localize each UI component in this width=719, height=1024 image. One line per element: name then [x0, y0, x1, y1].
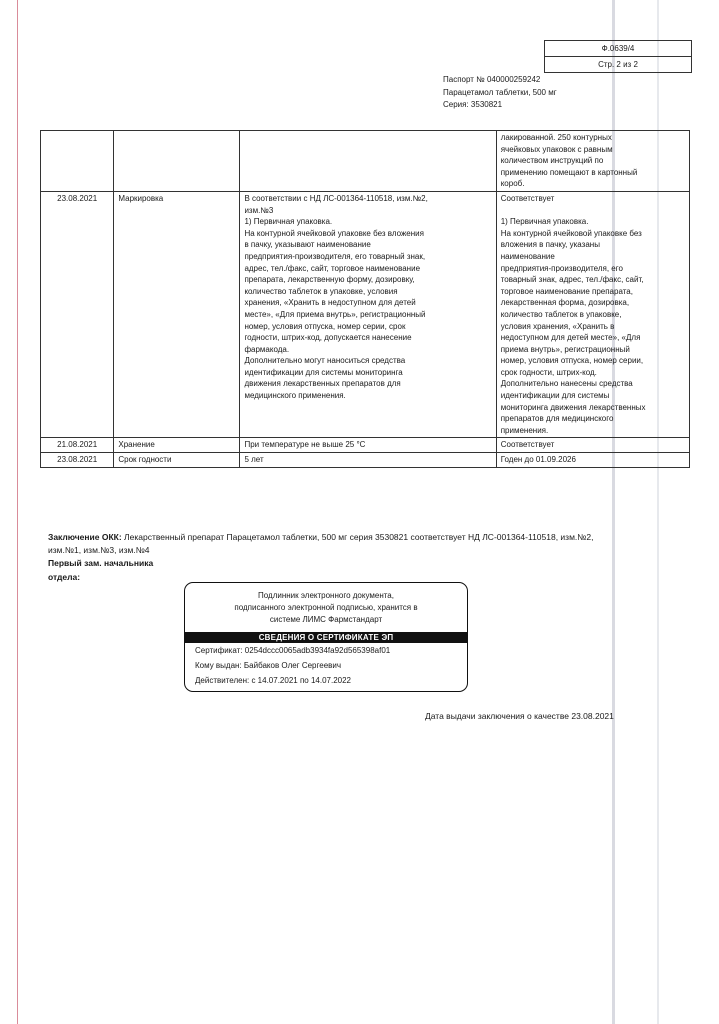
result-line [501, 205, 685, 217]
requirement-line: Дополнительно могут наноситься средства [244, 356, 406, 366]
result-line: торговое наименование препарата, [500, 286, 633, 296]
result-line: количество таблеток в упаковке, [500, 309, 622, 319]
cell-date: 23.08.2021 [41, 453, 114, 468]
conclusion-text: Лекарственный препарат Парацетамол таблетки, 500 мг серия 3530821 соответствует НД ЛС-001364-110518, изм.№2, изм.№1, изм.№3, изм.№4 [48, 532, 594, 555]
requirement-line: медицинского применения. [244, 391, 346, 401]
passport-number: Паспорт № 040000259242 [443, 75, 541, 84]
form-code-box [544, 40, 692, 73]
cell-test-name: Срок годности [114, 453, 240, 468]
passport-info [443, 74, 557, 112]
result-line: приема внутрь», регистрационный [500, 344, 630, 354]
requirement-line: 5 лет [244, 455, 264, 465]
requirement-line: фармакода. [244, 344, 290, 354]
result-line: препаратов для медицинского [500, 414, 614, 424]
cell-requirement [240, 453, 496, 468]
table-row [41, 438, 690, 453]
electronic-signature-stamp [184, 582, 468, 692]
cell-test-name: Хранение [114, 438, 240, 453]
result-line: Соответствует [500, 440, 555, 450]
requirement-line: препарата, лекарственную форму, дозировку, [244, 275, 415, 285]
result-line: идентификации для системы [500, 391, 610, 401]
result-line: вложения в пачку, указаны [500, 240, 600, 250]
requirement-line: адрес, тел./факс, сайт, торговое наименование [244, 263, 421, 273]
result-line: ячейковых упаковок с равным [500, 144, 613, 154]
requirement-line: предприятия-производителя, его товарный знак, [244, 251, 426, 261]
result-line: срок годности, штрих-код. [500, 367, 597, 377]
quality-table [40, 130, 690, 468]
result-line: условия хранения, «Хранить в [500, 321, 615, 331]
stamp-line: подписанного электронной подписью, хранится в [234, 603, 418, 612]
cell-result [496, 131, 689, 192]
stamp-text [185, 590, 467, 626]
requirement-line: изм.№3 [244, 205, 274, 215]
scan-edge-line [17, 0, 18, 1024]
result-line: мониторинга движения лекарственных [500, 402, 646, 412]
requirement-line: хранения, «Хранить в недоступном для детей [244, 298, 416, 308]
signer-title [48, 557, 153, 584]
result-line: Соответствует [500, 193, 555, 203]
requirement-line: На контурной ячейковой упаковке без вложения [244, 228, 424, 238]
cell-result [496, 191, 689, 437]
form-code: Ф.0639/4 [601, 44, 635, 53]
signer-line: отдела: [48, 571, 81, 582]
result-line: товарный знак, адрес, тел./факс, сайт, [500, 275, 644, 285]
cell-requirement [240, 191, 496, 437]
certificate-owner: Кому выдан: Байбаков Олег Сергеевич [195, 661, 342, 670]
requirement-line: номер, условия отпуска, номер серии, срок [244, 321, 406, 331]
stamp-line: Подлинник электронного документа, [258, 591, 394, 600]
result-line: лекарственная форма, дозировка, [500, 298, 630, 308]
conclusion-label: Заключение ОКК: [48, 532, 122, 542]
requirement-line: При температуре не выше 25 °С [244, 440, 366, 450]
certificate-validity: Действителен: с 14.07.2021 по 14.07.2022 [195, 676, 351, 685]
result-line: короб. [500, 179, 525, 189]
cell-date [41, 131, 114, 192]
requirement-line: идентификации для системы мониторинга [244, 367, 403, 377]
series-number: Серия: 3530821 [443, 100, 503, 109]
signer-line: Первый зам. начальника [48, 558, 154, 568]
requirement-line: в пачку, указывают наименование [244, 240, 371, 250]
cell-result [496, 453, 689, 468]
requirement-line: В соответствии с НД ЛС-001364-110518, изм.№2, [244, 193, 428, 203]
result-line: количеством инструкций по [500, 156, 604, 166]
result-line: предприятия-производителя, его [500, 263, 623, 273]
result-line: лакированной. 250 контурных [500, 133, 612, 142]
result-line: Годен до 01.09.2026 [500, 455, 576, 465]
certificate-header: СВЕДЕНИЯ О СЕРТИФИКАТЕ ЭП [185, 632, 467, 643]
cell-result [496, 438, 689, 453]
requirement-line: движения лекарственных препаратов для [244, 379, 401, 389]
result-line: Дополнительно нанесены средства [500, 379, 633, 389]
cell-requirement [240, 438, 496, 453]
requirement-line: годности, штрих-код, допускается нанесение [244, 333, 412, 343]
cell-test-name [114, 131, 240, 192]
qc-conclusion [48, 531, 608, 557]
stamp-line: системе ЛИМС Фармстандарт [269, 615, 383, 624]
certificate-id: Сертификат: 0254dccc0065adb3934fa92d565398af01 [195, 646, 391, 655]
result-line: наименование [500, 251, 555, 261]
table-row [41, 453, 690, 468]
issue-date: Дата выдачи заключения о качестве 23.08.2021 [425, 711, 614, 721]
result-line: применению помещают в картонный [500, 167, 638, 177]
cell-date: 21.08.2021 [41, 438, 114, 453]
result-line: недоступном для детей месте», «Для [500, 333, 641, 343]
product-name: Парацетамол таблетки, 500 мг [443, 87, 557, 97]
cell-requirement [240, 131, 496, 192]
result-line: применения. [500, 425, 549, 435]
result-line: номер, условия отпуска, номер серии, [500, 356, 644, 366]
result-line: 1) Первичная упаковка. [500, 217, 589, 227]
table-row [41, 131, 690, 192]
cell-date: 23.08.2021 [41, 191, 114, 437]
page-number: Стр. 2 из 2 [545, 56, 691, 72]
requirement-line: месте», «Для приема внутрь», регистрационный [244, 309, 426, 319]
requirement-line: количество таблеток в упаковке, условия [244, 286, 398, 296]
requirement-line: 1) Первичная упаковка. [244, 217, 333, 227]
cell-test-name: Маркировка [114, 191, 240, 437]
result-line: На контурной ячейковой упаковке без [500, 228, 642, 238]
table-row [41, 191, 690, 437]
